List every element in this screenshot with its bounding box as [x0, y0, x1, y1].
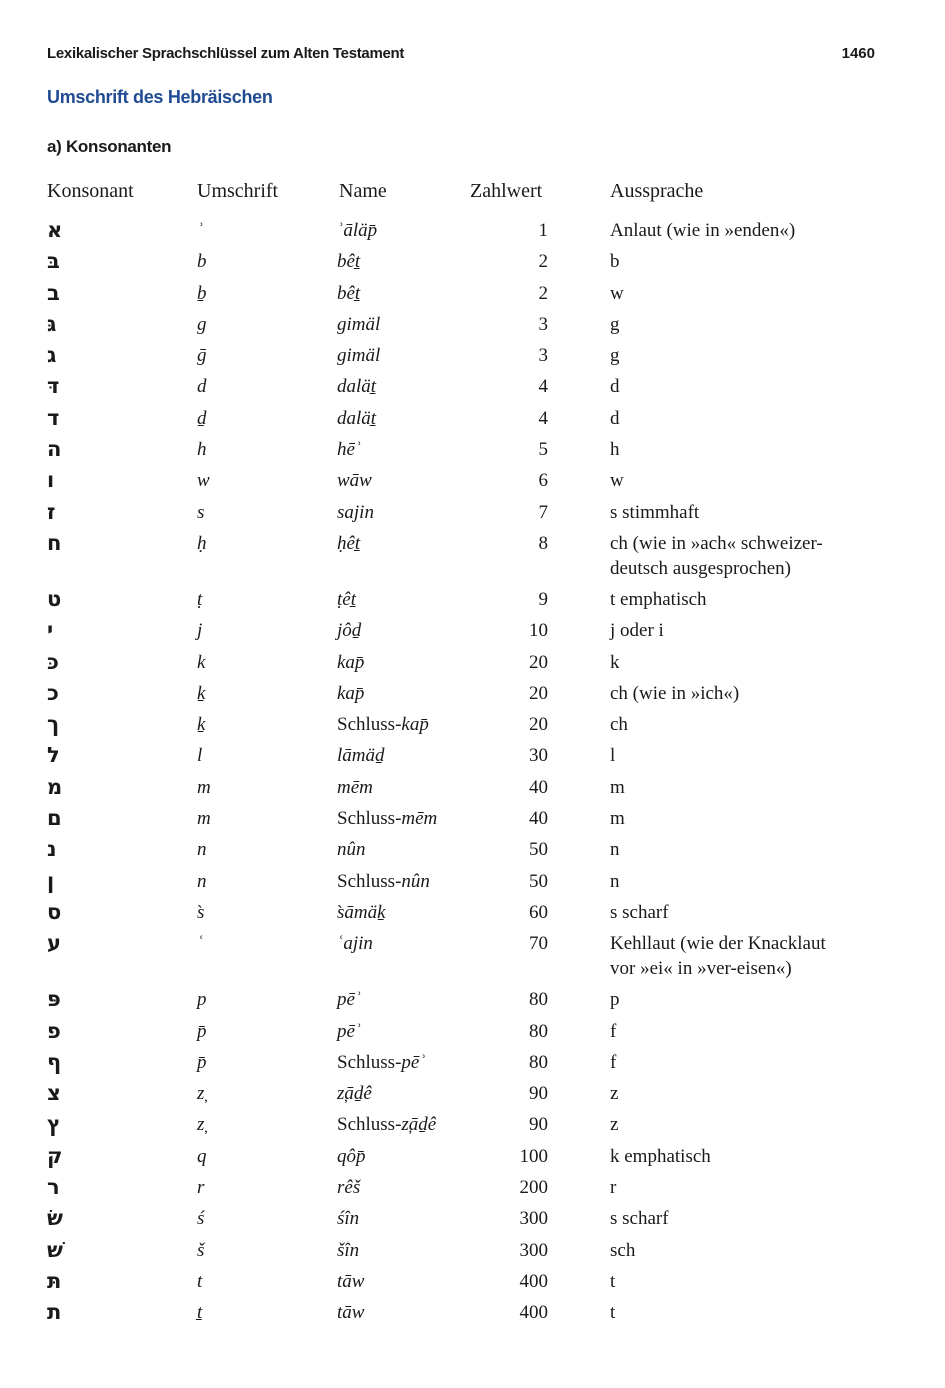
pronunciation [610, 987, 870, 1012]
pronunciation [610, 900, 870, 925]
numeric-value: 20 [529, 714, 548, 736]
table-row [47, 1019, 907, 1050]
name-text: kap̄ [337, 651, 365, 673]
numeric-value: 3 [538, 313, 548, 335]
name-text: ḥêṯ [337, 532, 361, 554]
pronunciation-line: ch (wie in »ach« schweizer- [610, 532, 823, 554]
name-text: s̀āmäḵ [337, 901, 386, 923]
pronunciation [610, 712, 870, 737]
running-head [47, 45, 875, 67]
table-row [47, 775, 907, 806]
hebrew-letter: ע [47, 931, 61, 956]
pronunciation [610, 218, 870, 243]
letter-name [337, 931, 373, 956]
hebrew-letter: ס [47, 899, 62, 924]
transliteration: n [197, 870, 207, 892]
pronunciation [610, 374, 870, 399]
table-row [47, 987, 907, 1018]
table-row [47, 218, 907, 249]
pronunciation [610, 1112, 870, 1137]
name-text: z̦āḏê [337, 1083, 372, 1105]
pronunciation [610, 587, 870, 612]
pronunciation-line: h [610, 439, 620, 461]
pronunciation-line: Anlaut (wie in »enden«) [610, 220, 796, 241]
pronunciation-line: sch [610, 1239, 636, 1261]
transliteration: ḥ [197, 532, 207, 554]
pronunciation-line: vor »ei« in »ver-eisen«) [610, 958, 792, 980]
numeric-value: 300 [519, 1208, 548, 1230]
transliteration: ʿ [197, 933, 204, 955]
numeric-value: 100 [519, 1145, 548, 1167]
hebrew-letter: ט [47, 586, 62, 611]
numeric-value: 40 [529, 776, 548, 798]
hebrew-letter: כ [47, 680, 59, 705]
numeric-value: 7 [538, 501, 548, 523]
numeric-value: 2 [538, 251, 548, 273]
letter-name [337, 587, 356, 612]
table-body [47, 218, 907, 1332]
hebrew-letter: שׂ [47, 1206, 63, 1231]
table-row [47, 500, 907, 531]
letter-name [337, 681, 364, 706]
name-text: qôp̄ [337, 1145, 366, 1167]
name-text: z̦āḏê [401, 1114, 437, 1136]
numeric-value: 20 [529, 651, 548, 673]
pronunciation-line: w [610, 282, 624, 304]
pronunciation [610, 618, 870, 643]
pronunciation [610, 743, 870, 768]
hebrew-letter: ל [47, 743, 60, 768]
hebrew-letter: ך [47, 712, 60, 737]
name-text: wāw [337, 470, 372, 492]
transliteration: j [197, 620, 203, 642]
letter-name [337, 1269, 364, 1294]
name-text: mēm [401, 808, 438, 830]
numeric-value: 90 [529, 1083, 548, 1105]
hebrew-letter: ה [47, 437, 62, 462]
letter-name [337, 1144, 366, 1169]
table-row [47, 1112, 907, 1143]
pronunciation [610, 681, 870, 706]
transliteration: l [197, 745, 203, 767]
numeric-value: 200 [519, 1177, 548, 1199]
transliteration: m [197, 808, 211, 830]
letter-name [337, 806, 437, 831]
transliteration: m [197, 776, 211, 798]
pronunciation [610, 869, 870, 894]
transliteration: ḡ [197, 345, 207, 367]
numeric-value: 50 [529, 870, 548, 892]
name-text: hēʾ [337, 439, 362, 461]
pronunciation [610, 1206, 870, 1231]
table-row [47, 437, 907, 468]
letter-name [337, 312, 380, 337]
transliteration: ṭ [197, 588, 203, 610]
hebrew-letter: י [47, 618, 54, 643]
pronunciation [610, 650, 870, 675]
name-text: ṭêṯ [337, 588, 356, 610]
pronunciation-line: s stimmhaft [610, 501, 700, 523]
hebrew-letter: א [47, 218, 63, 242]
pronunciation [610, 437, 870, 462]
table-row [47, 1206, 907, 1237]
letter-name [337, 406, 376, 431]
letter-name [337, 218, 377, 243]
transliteration: ḏ [197, 407, 207, 429]
pronunciation [610, 1300, 870, 1325]
pronunciation-line: p [610, 989, 620, 1011]
pronunciation-line: s scharf [610, 1208, 669, 1230]
pronunciation [610, 406, 870, 431]
pronunciation [610, 1238, 870, 1263]
table-row [47, 312, 907, 343]
hebrew-letter: תּ [47, 1268, 62, 1293]
table-row [47, 837, 907, 868]
table-row [47, 1269, 907, 1300]
letter-name [337, 437, 361, 462]
letter-name [337, 468, 372, 493]
numeric-value: 80 [529, 1020, 548, 1042]
name-text: bêṯ [337, 251, 361, 273]
hebrew-letter: כּ [47, 649, 59, 674]
table-row [47, 406, 907, 437]
numeric-value: 6 [538, 470, 548, 492]
transliteration: z̦ [197, 1114, 205, 1136]
pronunciation-line: m [610, 776, 625, 798]
table-row [47, 931, 907, 987]
pronunciation [610, 1050, 870, 1075]
hebrew-letter: מ [47, 774, 63, 799]
numeric-value: 30 [529, 745, 548, 767]
pronunciation-line: d [610, 407, 620, 429]
hebrew-letter: ד [47, 405, 60, 430]
numeric-value: 400 [519, 1302, 548, 1324]
table-row [47, 869, 907, 900]
hebrew-letter: ת [47, 1300, 62, 1325]
letter-name [337, 869, 430, 894]
letter-name [337, 343, 380, 368]
table-row [47, 1081, 907, 1112]
table-row [47, 681, 907, 712]
numeric-value: 20 [529, 682, 548, 704]
hebrew-letter: נ [47, 837, 57, 862]
name-text: lāmäḏ [337, 745, 385, 767]
name-text: rêš [337, 1177, 361, 1199]
name-prefix: Schluss- [337, 870, 402, 892]
numeric-value: 300 [519, 1239, 548, 1261]
pronunciation-line: n [610, 839, 620, 861]
name-text: tāw [337, 1270, 365, 1292]
pronunciation-line: k emphatisch [610, 1145, 711, 1167]
name-text: bêṯ [337, 282, 361, 304]
table-header [47, 178, 907, 218]
transliteration: h [197, 439, 207, 461]
hebrew-letter: ז [47, 499, 56, 524]
transliteration: s̀ [197, 901, 205, 923]
pronunciation-line: t [610, 1270, 616, 1292]
pronunciation-line: r [610, 1177, 617, 1199]
pronunciation-line: f [610, 1020, 617, 1042]
letter-name [337, 374, 376, 399]
name-text: gimäl [337, 313, 381, 335]
numeric-value: 5 [538, 439, 548, 461]
name-text: daläṯ [337, 376, 377, 398]
table-row [47, 743, 907, 774]
letter-name [337, 743, 385, 768]
column-header-name: Name [339, 180, 387, 202]
table-row [47, 1300, 907, 1331]
letter-name [337, 1238, 359, 1263]
transliteration: s [197, 501, 205, 523]
name-text: pēʾ [337, 1020, 362, 1042]
transliteration: q [197, 1145, 207, 1167]
table-row [47, 249, 907, 280]
letter-name [337, 775, 373, 800]
hebrew-letter: ו [47, 468, 55, 493]
name-text: nûn [337, 839, 366, 861]
table-row [47, 281, 907, 312]
letter-name [337, 1206, 359, 1231]
hebrew-letter: ר [47, 1175, 60, 1200]
letter-name [337, 500, 374, 525]
transliteration: p̄ [197, 1020, 207, 1042]
pronunciation-line: g [610, 345, 620, 367]
hebrew-letter: ג [47, 343, 57, 368]
numeric-value: 70 [529, 933, 548, 955]
transliteration: g [197, 313, 207, 335]
hebrew-letter: בּ [47, 249, 60, 274]
numeric-value: 90 [529, 1114, 548, 1136]
pronunciation-line: Kehllaut (wie der Knacklaut [610, 933, 826, 955]
table-row [47, 900, 907, 931]
pronunciation [610, 343, 870, 368]
name-text: kap̄ [337, 682, 365, 704]
name-text: mēm [337, 776, 373, 798]
letter-name [337, 1300, 364, 1325]
pronunciation-line: deutsch ausgesprochen) [610, 557, 791, 579]
pronunciation [610, 1081, 870, 1106]
name-prefix: Schluss- [337, 714, 402, 736]
transliteration: p [197, 989, 207, 1011]
letter-name [337, 618, 361, 643]
transliteration: ḵ [197, 682, 206, 704]
numeric-value: 10 [529, 620, 548, 642]
hebrew-letter: פ [47, 1018, 61, 1043]
pronunciation [610, 806, 870, 831]
consonant-table [47, 178, 907, 1332]
letter-name [337, 1081, 372, 1106]
transliteration: t [197, 1270, 203, 1292]
table-row [47, 712, 907, 743]
pronunciation [610, 281, 870, 306]
letter-name [337, 650, 364, 675]
letter-name [337, 987, 361, 1012]
numeric-value: 1 [538, 220, 548, 241]
table-row [47, 806, 907, 837]
transliteration: š [197, 1239, 205, 1261]
transliteration: z̦ [197, 1083, 205, 1105]
hebrew-letter: ב [47, 280, 60, 305]
pronunciation [610, 531, 870, 581]
hebrew-letter: פּ [47, 987, 61, 1012]
letter-name [337, 249, 360, 274]
pronunciation-line: z [610, 1083, 619, 1105]
transliteration: ḵ [197, 714, 206, 736]
numeric-value: 3 [538, 345, 548, 367]
table-row [47, 650, 907, 681]
table-row [47, 1050, 907, 1081]
letter-name [337, 531, 360, 556]
numeric-value: 60 [529, 901, 548, 923]
transliteration: w [197, 470, 210, 492]
table-row [47, 343, 907, 374]
letter-name [337, 900, 386, 925]
table-row [47, 1144, 907, 1175]
name-text: pēʾ [401, 1051, 426, 1073]
hebrew-letter: ק [47, 1143, 63, 1168]
name-text: kap̄ [401, 714, 429, 736]
numeric-value: 4 [538, 407, 548, 429]
name-text: sajin [337, 501, 374, 523]
numeric-value: 2 [538, 282, 548, 304]
pronunciation [610, 1019, 870, 1044]
numeric-value: 9 [538, 588, 548, 610]
letter-name [337, 1112, 436, 1137]
column-header-umschrift: Umschrift [197, 180, 279, 202]
name-text: tāw [337, 1302, 365, 1324]
hebrew-letter: ם [47, 806, 62, 831]
column-header-aussprache: Aussprache [610, 180, 704, 202]
name-text: jôḏ [337, 620, 362, 642]
hebrew-letter: ח [47, 530, 62, 555]
pronunciation-line: n [610, 870, 620, 892]
name-text: pēʾ [337, 989, 362, 1011]
pronunciation-line: b [610, 251, 620, 273]
subsection-title: a) Konsonanten [47, 137, 172, 156]
name-text: gimäl [337, 345, 381, 367]
hebrew-letter: גּ [47, 311, 57, 336]
running-title: Lexikalischer Sprachschlüssel zum Alten Testament [47, 45, 405, 62]
transliteration: d [197, 376, 207, 398]
name-prefix: Schluss- [337, 1051, 402, 1073]
hebrew-letter: ן [47, 868, 55, 893]
name-text: śîn [337, 1208, 360, 1230]
transliteration: k [197, 651, 206, 673]
pronunciation-line: z [610, 1114, 619, 1136]
pronunciation-line: k [610, 651, 620, 673]
table-row [47, 587, 907, 618]
name-prefix: Schluss- [337, 1114, 402, 1136]
pronunciation [610, 312, 870, 337]
pronunciation-line: ch (wie in »ich«) [610, 682, 740, 704]
name-text: daläṯ [337, 407, 377, 429]
numeric-value: 80 [529, 989, 548, 1011]
table-row [47, 618, 907, 649]
numeric-value: 400 [519, 1270, 548, 1292]
pronunciation [610, 775, 870, 800]
pronunciation [610, 1175, 870, 1200]
pronunciation-line: g [610, 313, 620, 335]
section-title: Umschrift des Hebräischen [47, 87, 273, 107]
transliteration: b [197, 251, 207, 273]
name-text: ʿajin [337, 933, 373, 955]
pronunciation-line: l [610, 745, 616, 767]
transliteration: ʾ [197, 220, 204, 241]
letter-name [337, 712, 429, 737]
numeric-value: 8 [538, 532, 548, 554]
transliteration: ś [197, 1208, 205, 1230]
letter-name [337, 837, 366, 862]
transliteration: r [197, 1177, 205, 1199]
table-row [47, 531, 907, 587]
letter-name [337, 1050, 426, 1075]
pronunciation-line: t [610, 1302, 616, 1324]
letter-name [337, 281, 360, 306]
name-prefix: Schluss- [337, 808, 402, 830]
column-header-zahlwert: Zahlwert [470, 180, 543, 202]
pronunciation [610, 249, 870, 274]
letter-name [337, 1175, 360, 1200]
table-row [47, 1238, 907, 1269]
pronunciation-line: s scharf [610, 901, 669, 923]
pronunciation-line: d [610, 376, 620, 398]
numeric-value: 40 [529, 808, 548, 830]
transliteration: ṯ [197, 1302, 203, 1324]
numeric-value: 4 [538, 376, 548, 398]
pronunciation-line: ch [610, 714, 628, 736]
transliteration: n [197, 839, 207, 861]
pronunciation [610, 837, 870, 862]
numeric-value: 80 [529, 1051, 548, 1073]
pronunciation [610, 931, 870, 981]
hebrew-letter: דּ [47, 374, 60, 399]
pronunciation [610, 468, 870, 493]
transliteration: ḇ [197, 282, 207, 304]
letter-name [337, 1019, 361, 1044]
table-row [47, 468, 907, 499]
table-row [47, 1175, 907, 1206]
hebrew-letter: צ [47, 1081, 61, 1106]
transliteration: p̄ [197, 1051, 207, 1073]
hebrew-letter: ץ [47, 1112, 61, 1137]
numeric-value: 50 [529, 839, 548, 861]
hebrew-letter: ף [47, 1049, 62, 1074]
pronunciation [610, 1144, 870, 1169]
name-text: šîn [337, 1239, 360, 1261]
pronunciation [610, 500, 870, 525]
name-text: ʾāläp̄ [337, 220, 378, 241]
pronunciation-line: j oder i [610, 620, 664, 642]
pronunciation-line: t emphatisch [610, 588, 707, 610]
name-text: nûn [401, 870, 430, 892]
column-header-konsonant: Konsonant [47, 180, 134, 202]
page-number: 1460 [841, 45, 875, 62]
pronunciation [610, 1269, 870, 1294]
pronunciation-line: w [610, 470, 624, 492]
pronunciation-line: f [610, 1051, 617, 1073]
pronunciation-line: m [610, 808, 625, 830]
table-row [47, 374, 907, 405]
hebrew-letter: שׁ [47, 1237, 63, 1262]
